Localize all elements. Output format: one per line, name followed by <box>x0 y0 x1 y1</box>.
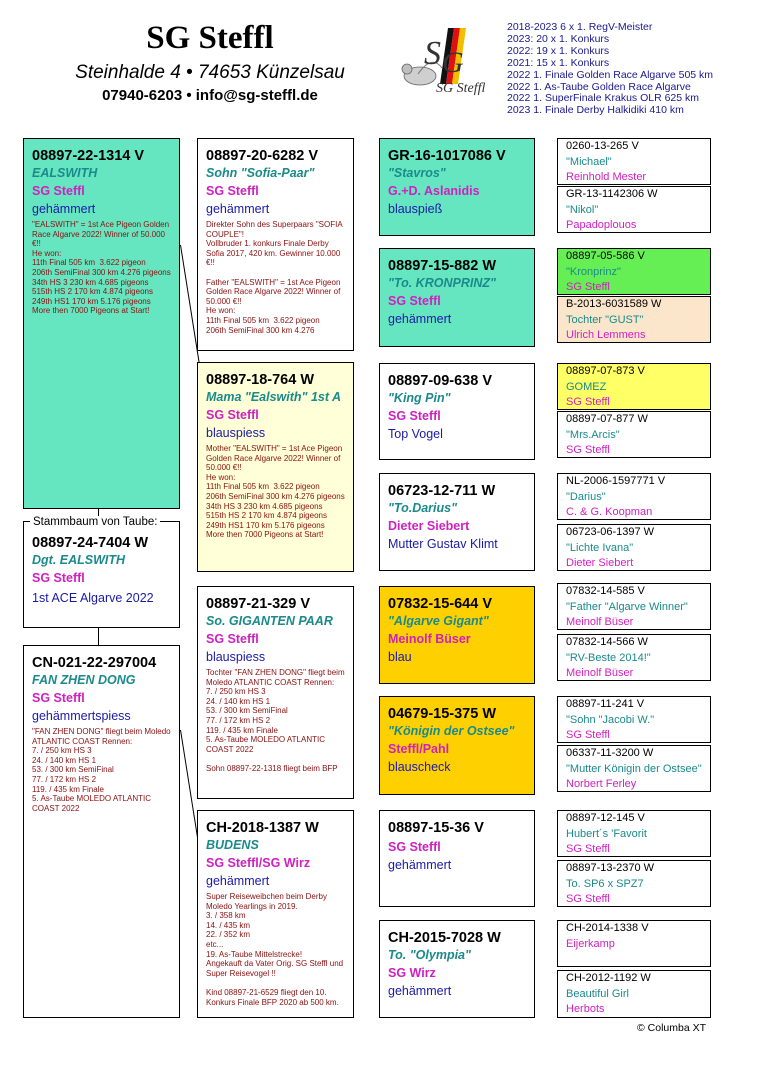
gen2-name: BUDENS <box>206 838 259 852</box>
achievements-list <box>507 22 713 117</box>
copyright: © Columba XT <box>637 1022 707 1034</box>
gen4-breeder: Ulrich Lemmens <box>566 329 646 341</box>
achievement-item: 2023 1. Finale Derby Halkidiki 410 km <box>507 104 684 117</box>
gen4-card[interactable] <box>557 696 711 743</box>
gen4-card[interactable] <box>557 583 711 630</box>
svg-text:S: S <box>424 35 441 72</box>
gen4-name: "Sohn "Jacobi W." <box>566 713 655 726</box>
page-title: SG Steffl <box>146 20 274 56</box>
gen4-card[interactable] <box>557 860 711 907</box>
gen3-ring: 04679-15-375 W <box>388 706 497 722</box>
gen2-breeder: SG Steffl <box>206 632 259 646</box>
gen3-color: blau <box>388 650 412 664</box>
gen3-color: gehämmert <box>388 858 452 872</box>
achievement-item: 2022 1. Finale Golden Race Algarve 505 km <box>507 68 714 81</box>
svg-text:SG Steffl: SG Steffl <box>436 81 486 96</box>
gen4-ring: 08897-07-873 V <box>566 365 645 377</box>
gen4-breeder: Reinhold Mester <box>566 171 647 183</box>
gen4-name: GOMEZ <box>566 380 607 393</box>
gen4-card[interactable] <box>557 138 711 185</box>
gen4-ring: NL-2006-1597771 V <box>566 475 666 487</box>
gen2-name: So. GIGANTEN PAAR <box>206 614 333 628</box>
achievement-item: 2022 1. As-Taube Golden Race Algarve <box>507 80 691 93</box>
gen2-name: Mama "Ealswith" 1st A <box>206 390 342 404</box>
gen3-name: "To. KRONPRINZ" <box>388 276 496 290</box>
achievement-item: 2022: 19 x 1. Konkurs <box>507 44 610 57</box>
gen4-ring: CH-2014-1338 V <box>566 922 649 934</box>
gen4-name: Tochter "GUST" <box>566 313 644 326</box>
achievement-item: 2022 1. SuperFinale Krakus OLR 625 km <box>507 92 700 105</box>
gen2-color: gehämmert <box>206 202 270 216</box>
gen3-name: "Algarve Gigant" <box>388 614 489 628</box>
achievement-item: 2018-2023 6 x 1. RegV-Meister <box>507 21 653 33</box>
gen3-breeder: SG Steffl <box>388 840 441 854</box>
gen3-ring: 06723-12-711 W <box>388 483 496 499</box>
gen2-card[interactable] <box>197 138 354 351</box>
gen3-color: gehämmert <box>388 984 452 998</box>
gen2-breeder: SG Steffl/SG Wirz <box>206 856 311 870</box>
gen4-card[interactable] <box>557 970 711 1018</box>
gen3-ring: 08897-15-882 W <box>388 258 497 274</box>
gen3-ring: 07832-15-644 V <box>388 596 492 612</box>
achievement-item: 2021: 15 x 1. Konkurs <box>507 56 610 69</box>
sire-color: gehämmert <box>32 202 96 216</box>
gen4-ring: 08897-13-2370 W <box>566 862 655 874</box>
gen2-notes: Tochter "FAN ZHEN DONG" fliegt beim Moledo ATLANTIC COAST Rennen: 7. / 250 km HS 3 24. / 140 km HS 1 53. / 300 km SemiFinal 77. / 172 km HS 2 119. / 435 km Finale 5. As-Taube MOLEDO ATLANTIC COAST 2022 Sohn 08897-22-1318 fliegt beim BFP <box>206 668 345 773</box>
gen4-name: "Mutter Königin der Ostsee" <box>566 762 702 775</box>
gen3-name: "Stavros" <box>388 166 446 180</box>
gen2-name: Sohn "Sofia-Paar" <box>206 166 315 180</box>
gen4-name: Beautiful Girl <box>566 987 629 1000</box>
gen4-name: Eijerkamp <box>566 937 615 950</box>
sire-card[interactable] <box>23 138 180 509</box>
gen4-name: "Mrs.Arcis" <box>566 428 620 441</box>
gen2-color: gehämmert <box>206 874 270 888</box>
gen4-card[interactable] <box>557 248 711 295</box>
gen4-breeder: C. & G. Koopman <box>566 506 653 518</box>
gen2-card[interactable] <box>197 586 354 799</box>
gen3-card[interactable] <box>379 586 535 684</box>
gen4-card[interactable] <box>557 473 711 520</box>
gen4-name: "Lichte Ivana" <box>566 541 634 554</box>
subject-name: Dgt. EALSWITH <box>32 553 126 567</box>
gen4-ring: CH-2012-1192 W <box>566 972 651 984</box>
gen4-breeder: Papadoplouos <box>566 219 637 231</box>
gen4-ring: 08897-07-877 W <box>566 413 648 425</box>
achievement-item: 2023: 20 x 1. Konkurs <box>507 32 610 45</box>
gen2-ring: 08897-20-6282 V <box>206 148 319 164</box>
gen3-breeder: Dieter Siebert <box>388 519 470 533</box>
gen4-ring: GR-13-1142306 W <box>566 188 658 200</box>
gen3-color: Top Vogel <box>388 427 443 441</box>
gen2-ring: 08897-21-329 V <box>206 596 310 612</box>
gen3-color: blauspieß <box>388 202 443 216</box>
svg-text:G: G <box>442 46 464 79</box>
pigeon-logo-icon <box>398 24 486 96</box>
gen3-color: blauscheck <box>388 760 451 774</box>
gen3-color: gehämmert <box>388 312 452 326</box>
gen4-name: "Kronprinz" <box>566 265 621 278</box>
gen2-ring: CH-2018-1387 W <box>206 820 319 836</box>
gen4-name: "Darius" <box>566 490 606 503</box>
gen4-ring: 07832-14-585 V <box>566 585 645 597</box>
gen4-ring: 06337-11-3200 W <box>566 747 654 759</box>
gen3-breeder: G.+D. Aslanidis <box>388 184 480 198</box>
gen4-breeder: Herbots <box>566 1003 605 1015</box>
gen4-card[interactable] <box>557 745 711 792</box>
dam-ring: CN-021-22-297004 <box>32 655 157 671</box>
dam-color: gehämmertspiess <box>32 709 131 723</box>
gen3-card[interactable] <box>379 248 535 347</box>
gen3-breeder: SG Steffl <box>388 294 441 308</box>
gen4-name: "Father "Algarve Winner" <box>566 600 688 613</box>
gen2-color: blauspiess <box>206 426 266 440</box>
gen3-card[interactable] <box>379 473 535 571</box>
gen4-breeder: Dieter Siebert <box>566 557 634 569</box>
gen4-ring: 07832-14-566 W <box>566 636 648 648</box>
gen2-card[interactable] <box>197 362 354 572</box>
gen4-breeder: Meinolf Büser <box>566 667 634 679</box>
dam-card[interactable] <box>23 645 180 1018</box>
gen4-card[interactable] <box>557 296 711 343</box>
gen4-card[interactable] <box>557 411 711 458</box>
connector-line <box>98 628 99 645</box>
gen4-card[interactable] <box>557 634 711 681</box>
gen4-ring: 08897-11-241 V <box>566 698 645 710</box>
gen4-ring: 0260-13-265 V <box>566 140 639 152</box>
gen3-ring: CH-2015-7028 W <box>388 930 501 946</box>
gen3-breeder: SG Wirz <box>388 966 436 980</box>
gen3-card[interactable] <box>379 810 535 907</box>
subject-color: 1st ACE Algarve 2022 <box>32 591 154 605</box>
gen4-card[interactable] <box>557 363 711 410</box>
gen2-notes: Super Reiseweibchen beim Derby Moledo Yearlings in 2019. 3. / 358 km 14. / 435 km 22. / 352 km etc... 19. As-Taube Mittelstrecke! Angekauft da Vater Orig. SG Steffl und Super Reisevogel !! Kind 08897-21-6529 fliegt den 10. Konkurs Finale BFP 2020 ab 500 km. <box>206 892 344 1007</box>
gen4-card[interactable] <box>557 810 711 857</box>
gen4-breeder: SG Steffl <box>566 893 610 905</box>
sire-breeder: SG Steffl <box>32 184 85 198</box>
gen4-ring: B-2013-6031589 W <box>566 298 662 310</box>
dam-breeder: SG Steffl <box>32 691 85 705</box>
gen4-breeder: Norbert Ferley <box>566 778 637 790</box>
gen3-name: "To.Darius" <box>388 501 458 515</box>
gen4-name: "Michael" <box>566 155 612 168</box>
gen4-name: "RV-Beste 2014!" <box>566 651 651 664</box>
gen2-breeder: SG Steffl <box>206 408 259 422</box>
gen3-color: Mutter Gustav Klimt <box>388 537 498 551</box>
gen4-card[interactable] <box>557 920 711 967</box>
connector-line <box>180 730 198 839</box>
sire-notes: "EALSWITH" = 1st Ace Pigeon Golden Race Algarve 2022! Winner of 50.000 €!! He won: 11th Final 505 km 3.622 pigeon 206th SemiFinal 300 km 4.276 pigeons 34th HS 3 230 km 4.685 pigeons 515th HS 2 170 km 4.874 pigeons 249th HS1 170 km 5.176 pigeons More then 7000 Pigeons at Start! <box>32 220 171 316</box>
subject-ring: 08897-24-7404 W <box>32 535 149 551</box>
gen4-card[interactable] <box>557 524 711 571</box>
gen3-ring: 08897-15-36 V <box>388 820 484 836</box>
subject-card[interactable] <box>23 521 180 628</box>
gen3-name: "King Pin" <box>388 391 451 405</box>
gen3-breeder: Steffl/Pahl <box>388 742 450 756</box>
gen3-breeder: Meinolf Büser <box>388 632 471 646</box>
gen4-name: Hubert´s 'Favorit <box>566 827 647 840</box>
gen3-card[interactable] <box>379 138 535 236</box>
gen3-card[interactable] <box>379 363 535 460</box>
gen3-ring: GR-16-1017086 V <box>388 148 506 164</box>
gen4-breeder: SG Steffl <box>566 396 610 408</box>
subject-breeder: SG Steffl <box>32 571 85 585</box>
sire-name: EALSWITH <box>32 166 98 180</box>
gen4-ring: 06723-06-1397 W <box>566 526 655 538</box>
gen4-ring: 08897-12-145 V <box>566 812 645 824</box>
gen3-name: To. "Olympia" <box>388 948 471 962</box>
gen2-color: blauspiess <box>206 650 266 664</box>
gen2-breeder: SG Steffl <box>206 184 259 198</box>
gen2-notes: Mother "EALSWITH" = 1st Ace Pigeon Golden Race Algarve 2022! Winner of 50.000 €!! He won: 11th Final 505 km 3.622 pigeon 206th SemiFinal 300 km 4.276 pigeons 34th HS 3 230 km 4.685 pigeons 515th HS 2 170 km 4.874 pigeons 249th HS1 170 km 5.176 pigeons More then 7000 Pigeons at Start! <box>206 444 345 540</box>
gen2-card[interactable] <box>197 810 354 1018</box>
gen4-card[interactable] <box>557 186 711 233</box>
address: Steinhalde 4 • 74653 Künzelsau <box>75 62 345 83</box>
gen3-card[interactable] <box>379 696 535 795</box>
gen4-breeder: SG Steffl <box>566 729 610 741</box>
gen4-breeder: Meinolf Büser <box>566 616 634 628</box>
gen4-breeder: SG Steffl <box>566 281 610 293</box>
dam-name: FAN ZHEN DONG <box>32 673 136 687</box>
gen3-ring: 08897-09-638 V <box>388 373 492 389</box>
gen2-notes: Direkter Sohn des Superpaars "SOFIA COUPLE"! Vollbruder 1. konkurs Finale Derby Sofia 2017, 420 km. Gewinner 10.000 €!! Father "EALSWITH" = 1st Ace Pigeon Golden Race Algarve 2022! Winner of 50.000 €!! He won: 11th Final 505 km 3.622 pigeon 206th SemiFinal 300 km 4.276 <box>206 220 343 335</box>
dam-notes: "FAN ZHEN DONG" fliegt beim Moledo ATLANTIC COAST Rennen: 7. / 250 km HS 3 24. / 140 km HS 1 53. / 300 km SemiFinal 77. / 172 km HS 2 119. / 435 km Finale 5. As-Taube MOLEDO ATLANTIC COAST 2022 <box>32 727 171 813</box>
gen2-ring: 08897-18-764 W <box>206 372 315 388</box>
sire-ring: 08897-22-1314 V <box>32 148 145 164</box>
contact-info: 07940-6203 • info@sg-steffl.de <box>102 87 318 104</box>
gen4-ring: 08897-05-586 V <box>566 250 645 262</box>
gen4-name: To. SP6 x SPZ7 <box>566 877 644 890</box>
pedigree-label: Stammbaum von Taube: <box>30 516 160 528</box>
gen4-name: "Nikol" <box>566 203 599 216</box>
gen3-card[interactable] <box>379 920 535 1018</box>
gen4-breeder: SG Steffl <box>566 843 610 855</box>
gen3-name: "Königin der Ostsee" <box>388 724 515 738</box>
gen3-breeder: SG Steffl <box>388 409 441 423</box>
gen4-breeder: SG Steffl <box>566 444 610 456</box>
